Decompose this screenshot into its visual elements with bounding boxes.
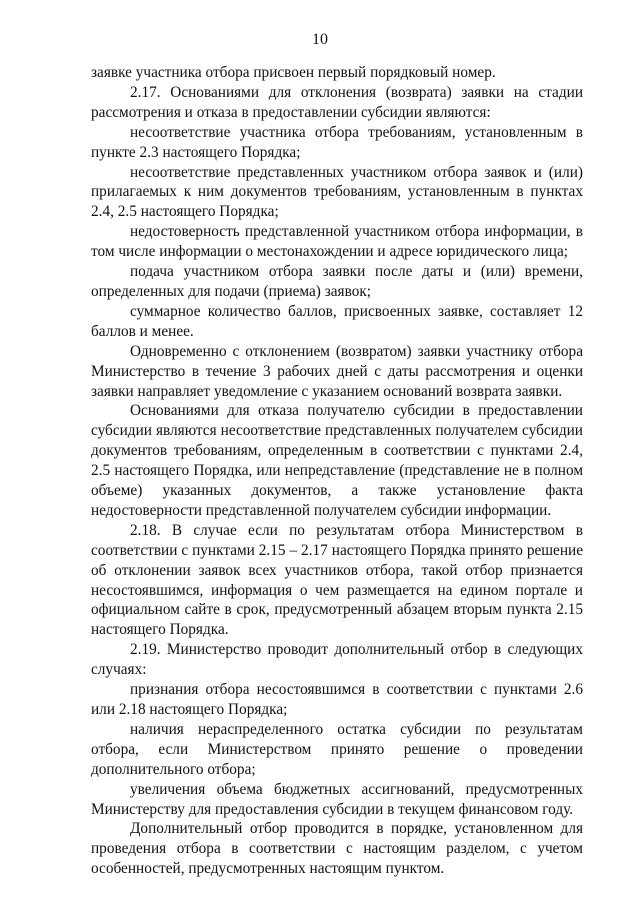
paragraph: признания отбора несостоявшимся в соответствии с пунктами 2.6 или 2.18 настоящего Порядка; (91, 681, 583, 718)
paragraph: 2.18. В случае если по результатам отбора Министерством в соответствии с пунктами 2.15 – 2.17 настоящего Порядка принято решение об отклонении заявок всех участников отбора, такой отбор признается несостоявшимся, информация о чем размещается на едином портале и официальном сайте в срок, предусмотренный абзацем вторым пункта 2.15 настоящего Порядка. (91, 521, 583, 639)
page-number: 10 (312, 31, 328, 48)
paragraph: суммарное количество баллов, присвоенных заявке, составляет 12 баллов и менее. (91, 302, 583, 340)
paragraph: Одновременно с отклонением (возвратом) заявки участнику отбора Министерство в течение 3 рабочих дней с даты рассмотрения и оценки заявки направляет уведомление с указанием оснований возврата заявки. (91, 342, 583, 400)
paragraph: несоответствие участника отбора требованиям, установленным в пункте 2.3 настоящего Порядка; (91, 123, 583, 161)
paragraph: несоответствие представленных участником отбора заявок и (или) прилагаемых к ним документов требованиям, установленным в пунктах 2.4, 2.5 настоящего Порядка; (91, 163, 583, 221)
paragraph: 2.19. Министерство проводит дополнительный отбор в следующих случаях: (91, 641, 583, 679)
paragraph: недостоверность представленной участником отбора информации, в том числе информации о местонахождении и адресе юридического лица; (91, 223, 583, 261)
paragraph: увеличения объема бюджетных ассигнований, предусмотренных Министерству для предоставления субсидии в текущем финансовом году. (91, 780, 583, 818)
paragraph: Основаниями для отказа получателю субсидии в предоставлении субсидии являются несоответствие представленных получателем субсидии документов требованиям, определенным в соответствии с пунктами 2.4, 2.5 настоящего Порядка, или непредставление (представление не в полном объеме) указанных документов, а также установление факта недостоверности представленной получателем субсидии информации. (91, 402, 583, 519)
paragraph: заявке участника отбора присвоен первый порядковый номер. (91, 64, 496, 81)
paragraph: Дополнительный отбор проводится в порядке, установленном для проведения отбора в соответствии с настоящим разделом, с учетом особенностей, предусмотренных настоящим пунктом. (91, 820, 583, 878)
paragraph: подача участником отбора заявки после даты и (или) времени, определенных для подачи (приема) заявок; (91, 263, 583, 300)
document-body (91, 63, 583, 879)
paragraph: наличия нераспределенного остатка субсидии по результатам отбора, если Министерством принято решение о проведении дополнительного отбора; (91, 720, 583, 778)
paragraph: 2.17. Основаниями для отклонения (возврата) заявки на стадии рассмотрения и отказа в предоставлении субсидии являются: (91, 83, 583, 121)
